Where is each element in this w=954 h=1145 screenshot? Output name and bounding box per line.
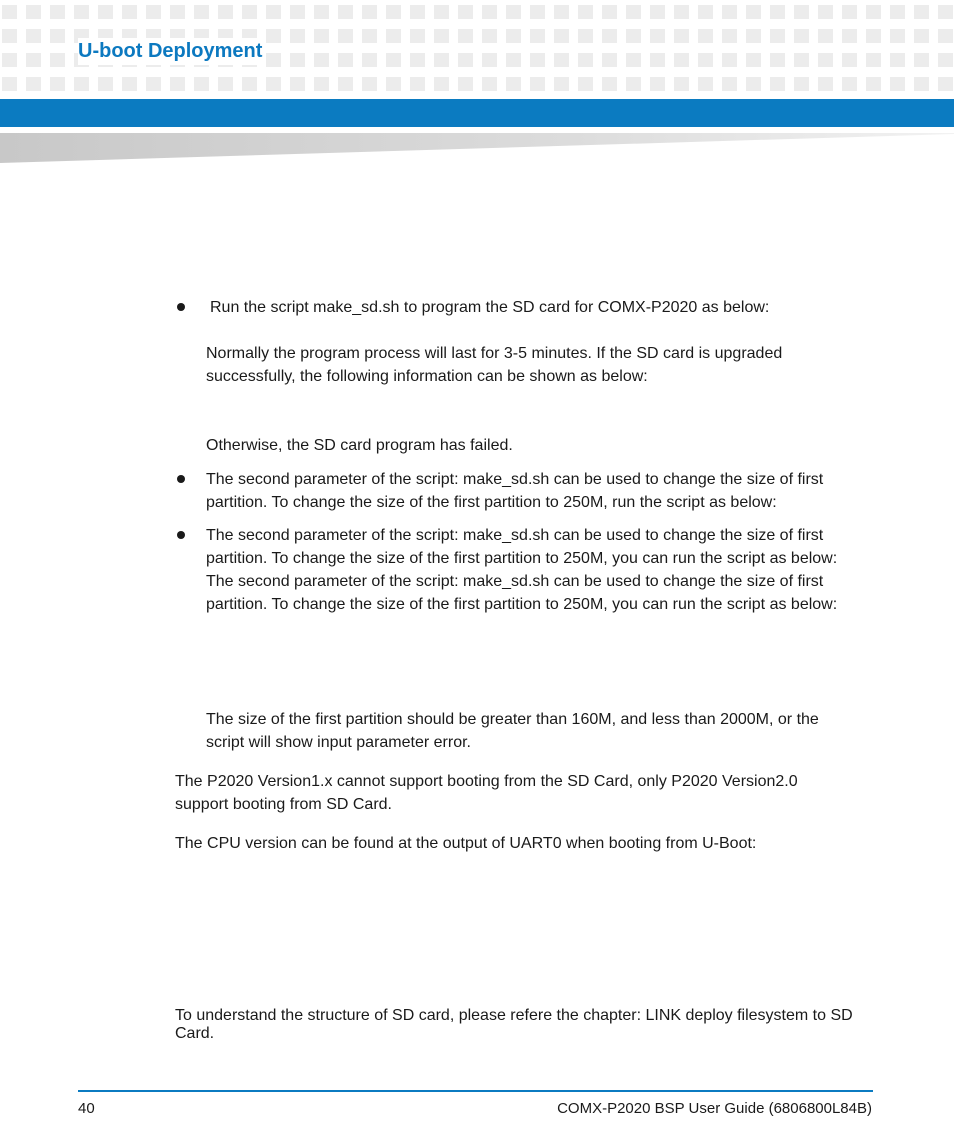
header-pattern-cell (842, 77, 857, 91)
header-pattern-cell (506, 5, 521, 19)
header-pattern-cell (266, 5, 281, 19)
header-pattern-cell (938, 53, 953, 67)
header-pattern-cell (482, 77, 497, 91)
paragraph-line: Card. (175, 1025, 215, 1042)
header-pattern-cell (770, 29, 785, 43)
header-pattern-cell (338, 53, 353, 67)
header-pattern-cell (938, 29, 953, 43)
header-pattern-cell (170, 77, 185, 91)
paragraph-line: script will show input parameter error. (206, 734, 471, 751)
header-pattern-cell (146, 5, 161, 19)
bullet-text: The second parameter of the script: make_sd.sh can be used to change the size of first (206, 527, 824, 544)
header-pattern-cell (146, 77, 161, 91)
header-pattern-cell (818, 29, 833, 43)
header-pattern-cell (290, 29, 305, 43)
header-pattern-cell (26, 77, 41, 91)
bullet-marker (177, 475, 185, 483)
header-pattern-cell (242, 5, 257, 19)
header-pattern-cell (650, 5, 665, 19)
header-pattern-cell (434, 29, 449, 43)
header-pattern-cell (50, 77, 65, 91)
header-pattern-cell (26, 5, 41, 19)
header-pattern-cell (794, 5, 809, 19)
header-pattern-cell (506, 53, 521, 67)
header-pattern-cell (650, 77, 665, 91)
header-pattern-cell (674, 5, 689, 19)
header-pattern-cell (26, 53, 41, 67)
bullet-marker (177, 303, 185, 311)
header-pattern-cell (506, 29, 521, 43)
header-pattern-cell (530, 29, 545, 43)
header-pattern-cell (914, 77, 929, 91)
header-pattern-cell (458, 29, 473, 43)
header-pattern-cell (458, 5, 473, 19)
header-pattern-cell (794, 77, 809, 91)
header-pattern-cell (2, 5, 17, 19)
bullet-text: partition. To change the size of the first partition to 250M, you can run the script as below: (206, 596, 838, 613)
header-pattern-cell (578, 53, 593, 67)
header-pattern-cell (842, 53, 857, 67)
header-pattern-cell (818, 77, 833, 91)
header-blue-bar (0, 99, 954, 127)
header-pattern-cell (914, 53, 929, 67)
header-pattern-cell (674, 29, 689, 43)
header-pattern-cell (770, 53, 785, 67)
header-pattern-cell (314, 5, 329, 19)
paragraph-line: The CPU version can be found at the output of UART0 when booting from U-Boot: (175, 835, 757, 852)
header-pattern-cell (362, 53, 377, 67)
header-pattern-cell (842, 29, 857, 43)
header-pattern-cell (602, 77, 617, 91)
header-pattern-cell (746, 77, 761, 91)
header-pattern-cell (434, 77, 449, 91)
header-pattern-cell (698, 29, 713, 43)
header-pattern-cell (122, 77, 137, 91)
header-pattern-cell (770, 77, 785, 91)
header-pattern-cell (410, 53, 425, 67)
header-pattern-cell (842, 5, 857, 19)
header-pattern-cell (482, 5, 497, 19)
header-pattern-cell (170, 5, 185, 19)
header-gray-wedge (0, 133, 954, 163)
bullet-text: The second parameter of the script: make_sd.sh can be used to change the size of first (206, 573, 824, 590)
header-pattern-cell (218, 5, 233, 19)
header-pattern-cell (650, 53, 665, 67)
header-pattern-cell (914, 5, 929, 19)
header-pattern-cell (602, 29, 617, 43)
header-pattern-cell (362, 29, 377, 43)
header-pattern-cell (50, 5, 65, 19)
header-pattern-cell (698, 53, 713, 67)
header-pattern-cell (266, 77, 281, 91)
header-pattern-cell (818, 53, 833, 67)
header-pattern-cell (794, 53, 809, 67)
header-pattern-cell (626, 53, 641, 67)
header-pattern-cell (50, 29, 65, 43)
header-pattern-cell (482, 53, 497, 67)
header-pattern-cell (866, 5, 881, 19)
header-pattern-cell (362, 5, 377, 19)
paragraph-line: The P2020 Version1.x cannot support booting from the SD Card, only P2020 Version2.0 (175, 773, 798, 790)
header-pattern-cell (386, 53, 401, 67)
header-pattern-cell (890, 5, 905, 19)
header-pattern-cell (218, 77, 233, 91)
header-pattern-cell (362, 77, 377, 91)
header-pattern-cell (530, 5, 545, 19)
header-pattern-cell (722, 5, 737, 19)
header-pattern-cell (530, 77, 545, 91)
footer-divider (78, 1090, 873, 1092)
header-pattern-cell (74, 5, 89, 19)
header-pattern-cell (674, 77, 689, 91)
header-pattern-cell (722, 53, 737, 67)
header-pattern-cell (578, 5, 593, 19)
header-pattern-cell (722, 29, 737, 43)
header-pattern-cell (434, 5, 449, 19)
header-pattern-cell (482, 29, 497, 43)
header-pattern-cell (770, 5, 785, 19)
header-pattern-cell (98, 77, 113, 91)
header-pattern-cell (602, 53, 617, 67)
header-pattern-cell (338, 29, 353, 43)
header-pattern-cell (386, 5, 401, 19)
header-pattern-cell (602, 5, 617, 19)
header-pattern-cell (434, 53, 449, 67)
header-pattern-cell (74, 77, 89, 91)
header-pattern-cell (290, 77, 305, 91)
header-pattern-cell (866, 53, 881, 67)
bullet-text: Run the script make_sd.sh to program the SD card for COMX-P2020 as below: (210, 299, 770, 316)
header-pattern-cell (674, 53, 689, 67)
paragraph-line: The size of the first partition should be greater than 160M, and less than 2000M, or the (206, 711, 819, 728)
header-pattern-cell (698, 5, 713, 19)
paragraph-line: support booting from SD Card. (175, 796, 392, 813)
paragraph-line: To understand the structure of SD card, please refere the chapter: LINK deploy filesystem to SD (175, 1007, 853, 1024)
header-pattern-cell (314, 77, 329, 91)
header-pattern-cell (338, 77, 353, 91)
header-pattern-cell (554, 5, 569, 19)
header-pattern-cell (866, 29, 881, 43)
header-pattern-cell (242, 77, 257, 91)
header-pattern-cell (746, 29, 761, 43)
header-pattern-cell (290, 53, 305, 67)
header-pattern-cell (338, 5, 353, 19)
header-pattern-cell (866, 77, 881, 91)
header-pattern-cell (410, 77, 425, 91)
header-pattern-cell (386, 77, 401, 91)
header-pattern-cell (2, 53, 17, 67)
page-title: U-boot Deployment (78, 38, 266, 65)
header-pattern-cell (890, 77, 905, 91)
header-pattern-cell (746, 5, 761, 19)
header-pattern-cell (458, 53, 473, 67)
header-pattern-cell (194, 77, 209, 91)
header-pattern-cell (818, 5, 833, 19)
header-pattern-cell (794, 29, 809, 43)
header-pattern-cell (314, 53, 329, 67)
header-pattern-cell (26, 29, 41, 43)
header-pattern-cell (266, 29, 281, 43)
document-title: COMX-P2020 BSP User Guide (6806800L84B) (557, 1100, 872, 1117)
header-pattern-cell (50, 53, 65, 67)
header-pattern-cell (554, 53, 569, 67)
bullet-marker (177, 531, 185, 539)
header-pattern-cell (626, 77, 641, 91)
header-pattern-cell (554, 77, 569, 91)
header-pattern-cell (410, 5, 425, 19)
paragraph-line: Normally the program process will last for 3-5 minutes. If the SD card is upgraded (206, 345, 783, 362)
header-pattern-cell (650, 29, 665, 43)
header-pattern-cell (626, 5, 641, 19)
header-pattern-cell (554, 29, 569, 43)
header-pattern-cell (890, 29, 905, 43)
header-pattern-cell (266, 53, 281, 67)
page-number: 40 (78, 1100, 95, 1117)
header-pattern-cell (194, 5, 209, 19)
header-pattern-cell (122, 5, 137, 19)
paragraph-line: Otherwise, the SD card program has failed. (206, 437, 513, 454)
header-pattern-cell (626, 29, 641, 43)
header-pattern-cell (386, 29, 401, 43)
header-pattern-cell (890, 53, 905, 67)
header-pattern-cell (578, 77, 593, 91)
header-pattern-cell (2, 77, 17, 91)
header-pattern-cell (938, 5, 953, 19)
header-pattern-cell (410, 29, 425, 43)
bullet-text: partition. To change the size of the first partition to 250M, run the script as below: (206, 494, 777, 511)
header-pattern-cell (530, 53, 545, 67)
header-pattern-cell (914, 29, 929, 43)
header-pattern-cell (722, 77, 737, 91)
bullet-text: partition. To change the size of the first partition to 250M, you can run the script as below: (206, 550, 838, 567)
header-pattern-cell (698, 77, 713, 91)
header-pattern-cell (938, 77, 953, 91)
header-pattern-cell (314, 29, 329, 43)
header-pattern-cell (98, 5, 113, 19)
header-pattern-cell (506, 77, 521, 91)
header-pattern-cell (2, 29, 17, 43)
bullet-text: The second parameter of the script: make_sd.sh can be used to change the size of first (206, 471, 824, 488)
header-pattern-cell (458, 77, 473, 91)
paragraph-line: successfully, the following information can be shown as below: (206, 368, 648, 385)
header-pattern-cell (746, 53, 761, 67)
header-pattern-cell (578, 29, 593, 43)
header-pattern-cell (290, 5, 305, 19)
